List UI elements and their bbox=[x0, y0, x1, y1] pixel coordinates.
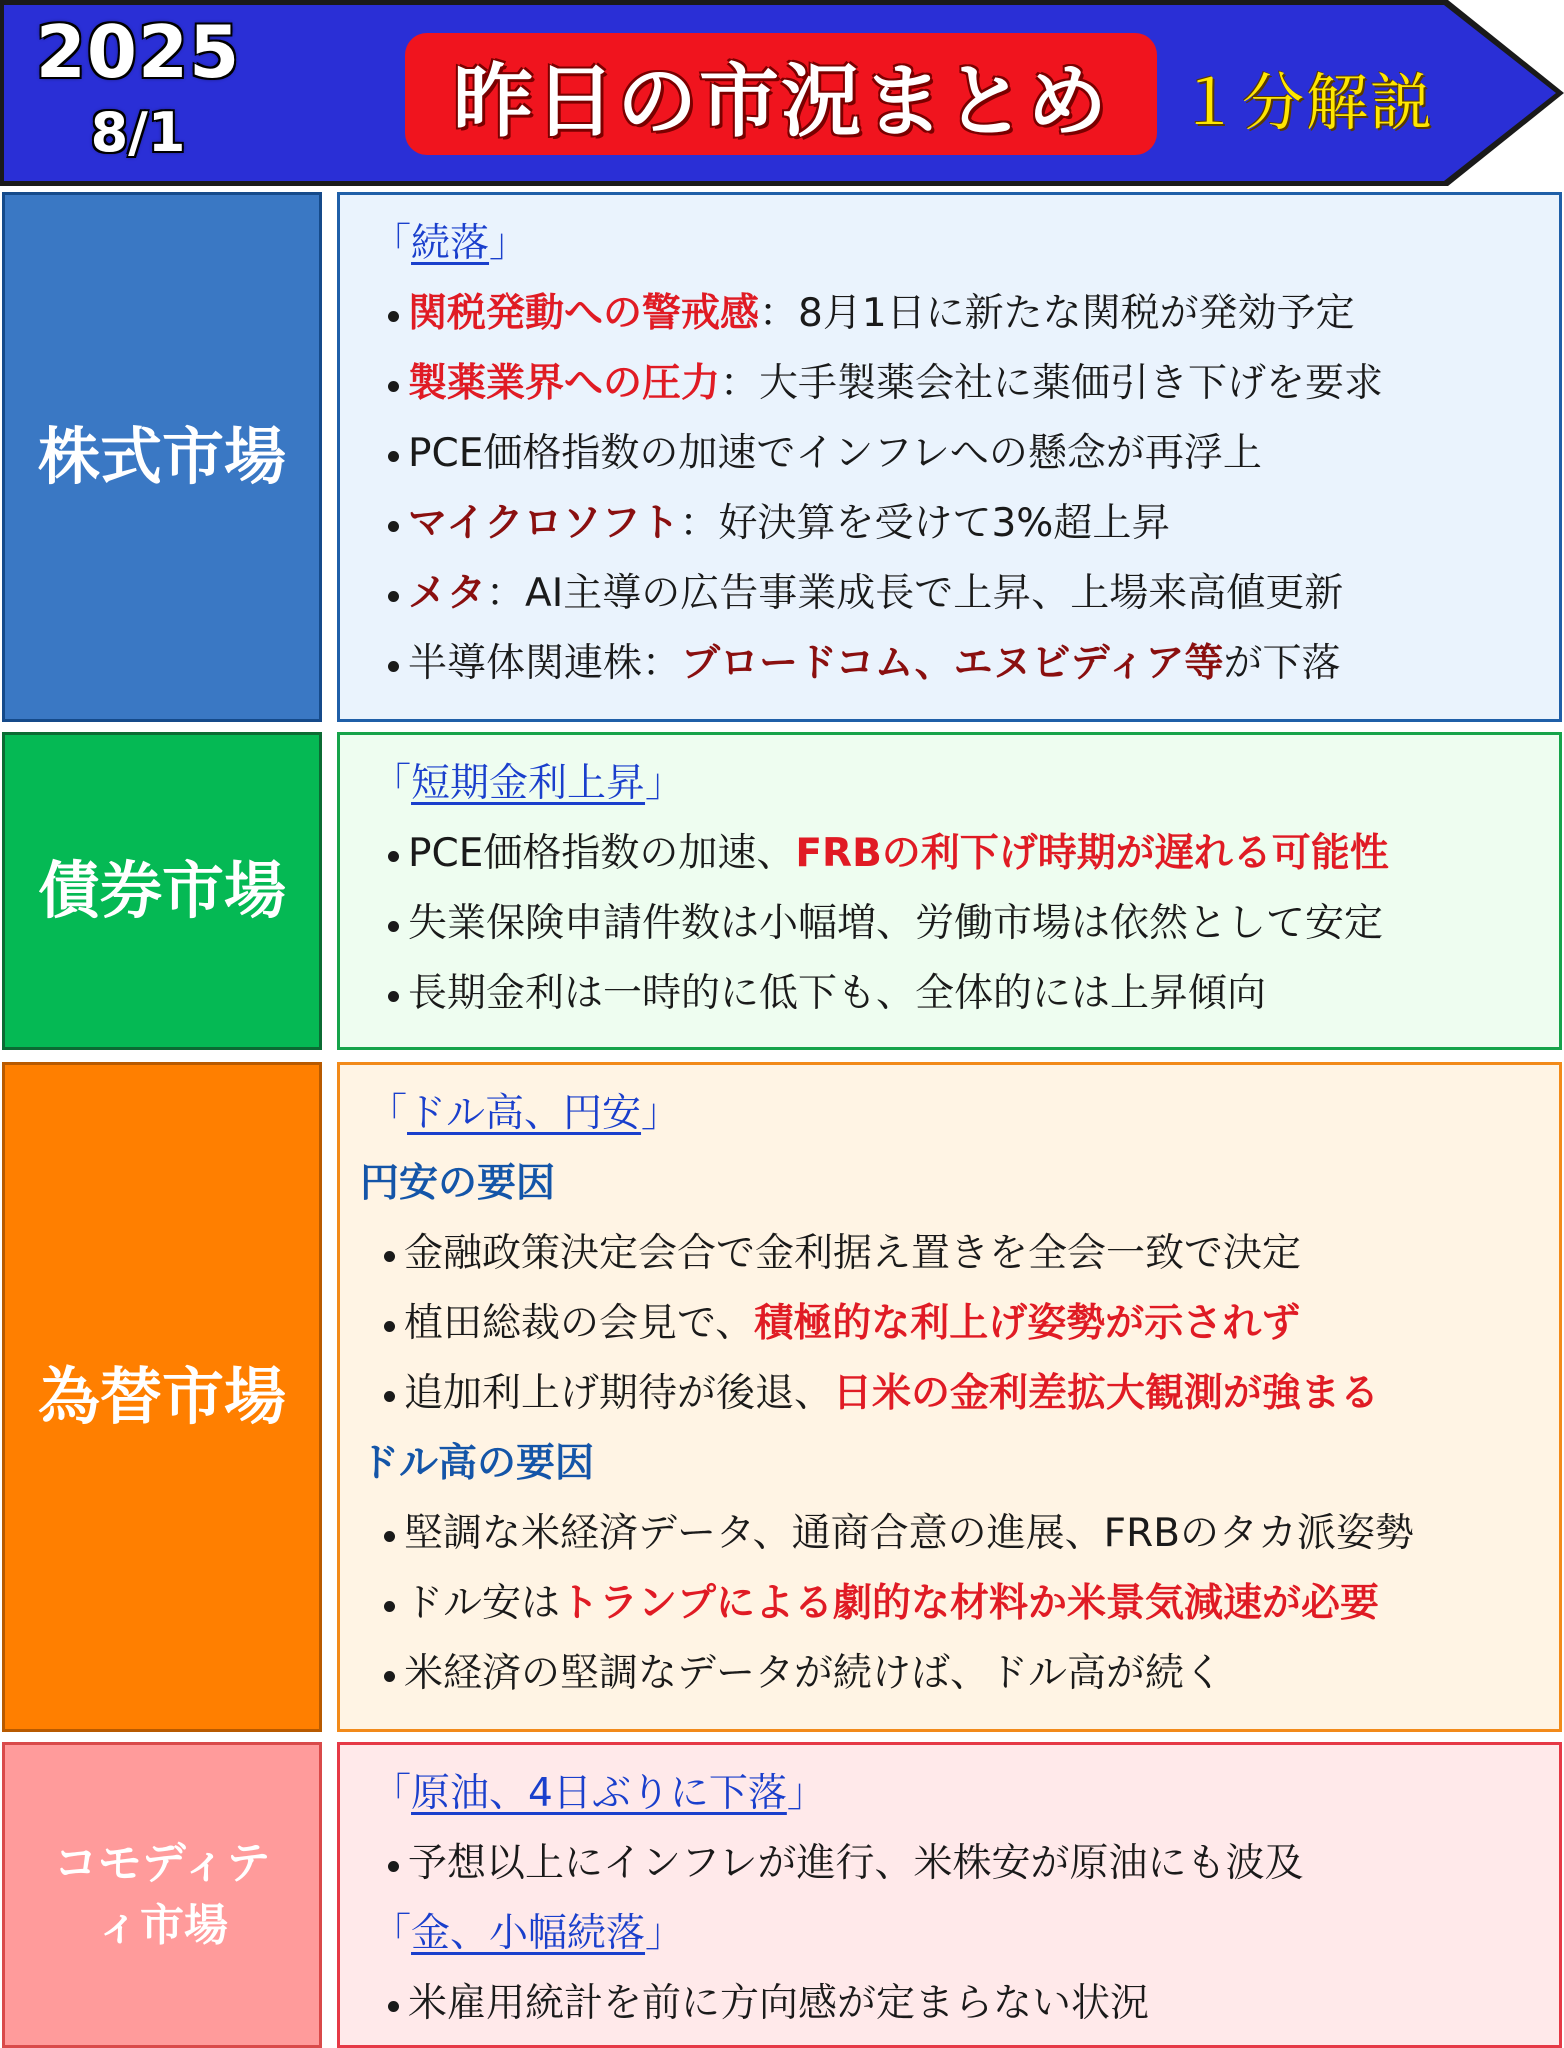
bond-title: 「短期金利上昇」 bbox=[372, 761, 685, 806]
stock-item-tariff bbox=[364, 279, 1539, 349]
stock-item-meta-em: メタ bbox=[408, 571, 487, 616]
bond-item-pce bbox=[364, 819, 1539, 889]
header-subtitle: １分解説 bbox=[1178, 65, 1435, 139]
fx-title: 「ドル高、円安」 bbox=[368, 1091, 681, 1136]
fx-dollar-heading: ドル高の要因 bbox=[360, 1441, 595, 1486]
fx-market-label bbox=[2, 1062, 322, 1732]
stock-item-semis-rest: が下落 bbox=[1223, 641, 1341, 686]
stock-item-pharma-rest: ：大手製薬会社に薬価引き下げを要求 bbox=[720, 361, 1384, 406]
header-date: 8/1 bbox=[90, 101, 186, 164]
bond-market-label bbox=[2, 732, 322, 1050]
fx-dollar-item-trump bbox=[360, 1569, 1539, 1639]
header-banner bbox=[0, 0, 1564, 186]
stock-market-label bbox=[2, 192, 322, 722]
stock-item-meta-rest: ：AI主導の広告事業成長で上昇、上場来高値更新 bbox=[486, 571, 1344, 616]
bond-market-label-text: 債券市場 bbox=[37, 854, 286, 927]
fx-title-text: ドル高、円安 bbox=[407, 1091, 642, 1136]
fx-yen-item-spread-em: 日米の金利差拡大観測が強まる bbox=[833, 1371, 1380, 1416]
header-year: 2025 bbox=[35, 10, 241, 94]
fx-dollar-item-continue: 米経済の堅調なデータが続けば、ドル高が続く bbox=[360, 1639, 1539, 1709]
fx-yen-item-policy: 金融政策決定会合で金利据え置きを全会一致で決定 bbox=[360, 1219, 1539, 1289]
fx-yen-item-ueda bbox=[360, 1289, 1539, 1359]
commodity-label-text bbox=[54, 1833, 270, 1957]
stock-item-tariff-em: 関税発動への警戒感 bbox=[408, 291, 760, 336]
stock-item-semis bbox=[364, 629, 1539, 699]
stock-item-microsoft-rest: ：好決算を受けて3%超上昇 bbox=[679, 501, 1171, 546]
stock-title-text: 続落 bbox=[411, 221, 490, 266]
fx-market-panel bbox=[337, 1062, 1562, 1732]
commodity-gold-item: 米雇用統計を前に方向感が定まらない状況 bbox=[364, 1969, 1539, 2039]
bond-item-jobless: 失業保険申請件数は小幅増、労働市場は依然として安定 bbox=[364, 889, 1539, 959]
header-title: 昨日の市況まとめ bbox=[405, 33, 1157, 155]
bond-title-text: 短期金利上昇 bbox=[411, 761, 646, 806]
fx-dollar-item-trump-pre: ドル安は bbox=[404, 1581, 561, 1626]
fx-dollar-item-data: 堅調な米経済データ、通商合意の進展、FRBのタカ派姿勢 bbox=[360, 1499, 1539, 1569]
commodity-market-label bbox=[2, 1742, 322, 2048]
stock-market-label-text: 株式市場 bbox=[37, 420, 286, 493]
stock-title: 「続落」 bbox=[372, 221, 529, 266]
commodity-gold-title: 「金、小幅続落」 bbox=[372, 1911, 685, 1956]
fx-dollar-item-trump-em: トランプによる劇的な材料か米景気減速が必要 bbox=[560, 1581, 1380, 1626]
bond-item-pce-pre: PCE価格指数の加速、 bbox=[408, 831, 796, 876]
stock-item-pharma-em: 製薬業界への圧力 bbox=[408, 361, 721, 406]
stock-item-semis-em: ブロードコム、エヌビディア等 bbox=[681, 641, 1224, 686]
fx-yen-item-ueda-em: 積極的な利上げ姿勢が示されず bbox=[754, 1301, 1301, 1346]
commodity-gold-title-text: 金、小幅続落 bbox=[411, 1911, 646, 1956]
commodity-oil-item: 予想以上にインフレが進行、米株安が原油にも波及 bbox=[364, 1829, 1539, 1899]
commodity-label-line2: ィ市場 bbox=[95, 1900, 228, 1951]
bond-market-panel bbox=[337, 732, 1562, 1050]
commodity-market-panel bbox=[337, 1742, 1562, 2048]
fx-market-label-text: 為替市場 bbox=[37, 1360, 286, 1433]
stock-item-microsoft bbox=[364, 489, 1539, 559]
stock-item-microsoft-em: マイクロソフト bbox=[408, 501, 680, 546]
stock-item-semis-pre: 半導体関連株： bbox=[408, 641, 682, 686]
fx-yen-item-ueda-pre: 植田総裁の会見で、 bbox=[404, 1301, 755, 1346]
stock-item-pharma bbox=[364, 349, 1539, 419]
stock-item-meta bbox=[364, 559, 1539, 629]
stock-item-pce: PCE価格指数の加速でインフレへの懸念が再浮上 bbox=[364, 419, 1539, 489]
bond-item-longterm: 長期金利は一時的に低下も、全体的には上昇傾向 bbox=[364, 959, 1539, 1029]
commodity-oil-title-text: 原油、4日ぶりに下落 bbox=[411, 1771, 787, 1816]
commodity-label-line1: コモディテ bbox=[53, 1838, 271, 1889]
fx-yen-item-spread bbox=[360, 1359, 1539, 1429]
fx-yen-item-spread-pre: 追加利上げ期待が後退、 bbox=[404, 1371, 834, 1416]
stock-item-tariff-rest: ：8月1日に新たな関税が発効予定 bbox=[759, 291, 1355, 336]
commodity-oil-title: 「原油、4日ぶりに下落」 bbox=[372, 1771, 826, 1816]
stock-market-panel bbox=[337, 192, 1562, 722]
fx-yen-heading: 円安の要因 bbox=[360, 1161, 556, 1206]
bond-item-pce-em: FRBの利下げ時期が遅れる可能性 bbox=[795, 831, 1389, 876]
